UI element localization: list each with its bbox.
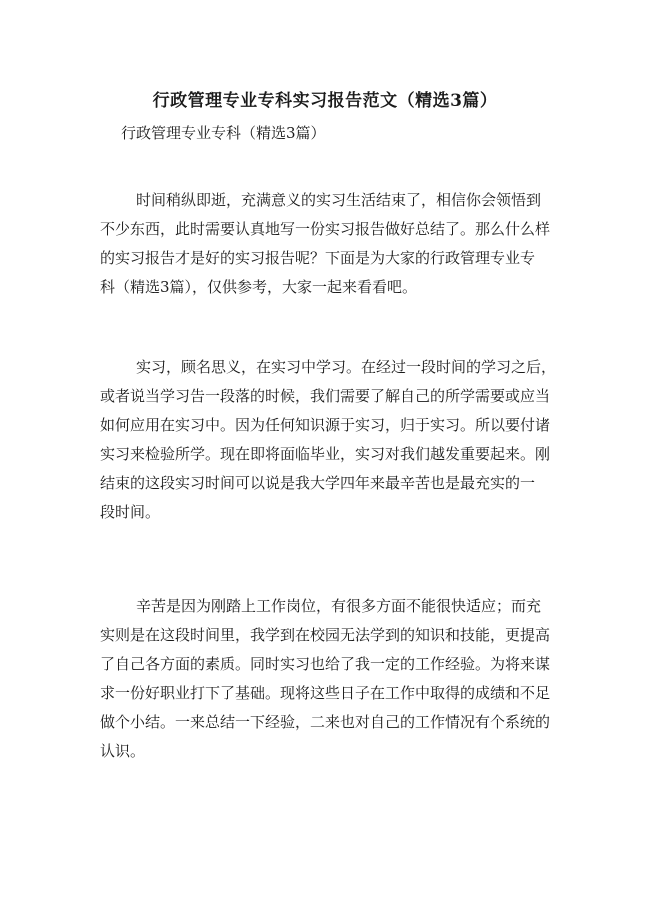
- paragraph-line: 不少东西，此时需要认真地写一份实习报告做好总结了。那么什么样: [100, 220, 551, 238]
- document-subtitle: 行政管理专业专科（精选3篇）: [121, 124, 326, 142]
- paragraph-line: 的实习报告才是好的实习报告呢？下面是为大家的行政管理专业专: [100, 249, 536, 267]
- paragraph-line: 时间稍纵即逝，充满意义的实习生活结束了，相信你会领悟到: [136, 191, 542, 209]
- paragraph-line: 结束的这段实习时间可以说是我大学四年来最辛苦也是最充实的一: [100, 474, 536, 492]
- paragraph-hardship: [100, 592, 570, 766]
- paragraph-line: 认识。: [100, 742, 146, 760]
- paragraph-intro: [100, 186, 570, 302]
- paragraph-line: 实则是在这段时间里，我学到在校园无法学到的知识和技能，更提高: [100, 626, 551, 644]
- paragraph-line: 求一份好职业打下了基础。现将这些日子在工作中取得的成绩和不足: [100, 684, 551, 702]
- paragraph-line: 如何应用在实习中。因为任何知识源于实习，归于实习。所以要付诸: [100, 416, 551, 434]
- paragraph-internship: [100, 353, 570, 527]
- paragraph-line: 了自己各方面的素质。同时实习也给了我一定的工作经验。为将来谋: [100, 655, 551, 673]
- paragraph-line: 辛苦是因为刚踏上工作岗位，有很多方面不能很快适应；而充: [136, 597, 542, 615]
- document-title: 行政管理专业专科实习报告范文（精选3篇）: [152, 91, 498, 111]
- paragraph-line: 做个小结。一来总结一下经验，二来也对自己的工作情况有个系统的: [100, 713, 551, 731]
- paragraph-line: 实习来检验所学。现在即将面临毕业，实习对我们越发重要起来。刚: [100, 445, 551, 463]
- paragraph-line: 实习，顾名思义，在实习中学习。在经过一段时间的学习之后，: [136, 358, 557, 376]
- paragraph-line: 或者说当学习告一段落的时候，我们需要了解自己的所学需要或应当: [100, 387, 551, 405]
- paragraph-line: 段时间。: [100, 503, 161, 521]
- paragraph-line: 科（精选3篇），仅供参考，大家一起来看看吧。: [100, 278, 418, 296]
